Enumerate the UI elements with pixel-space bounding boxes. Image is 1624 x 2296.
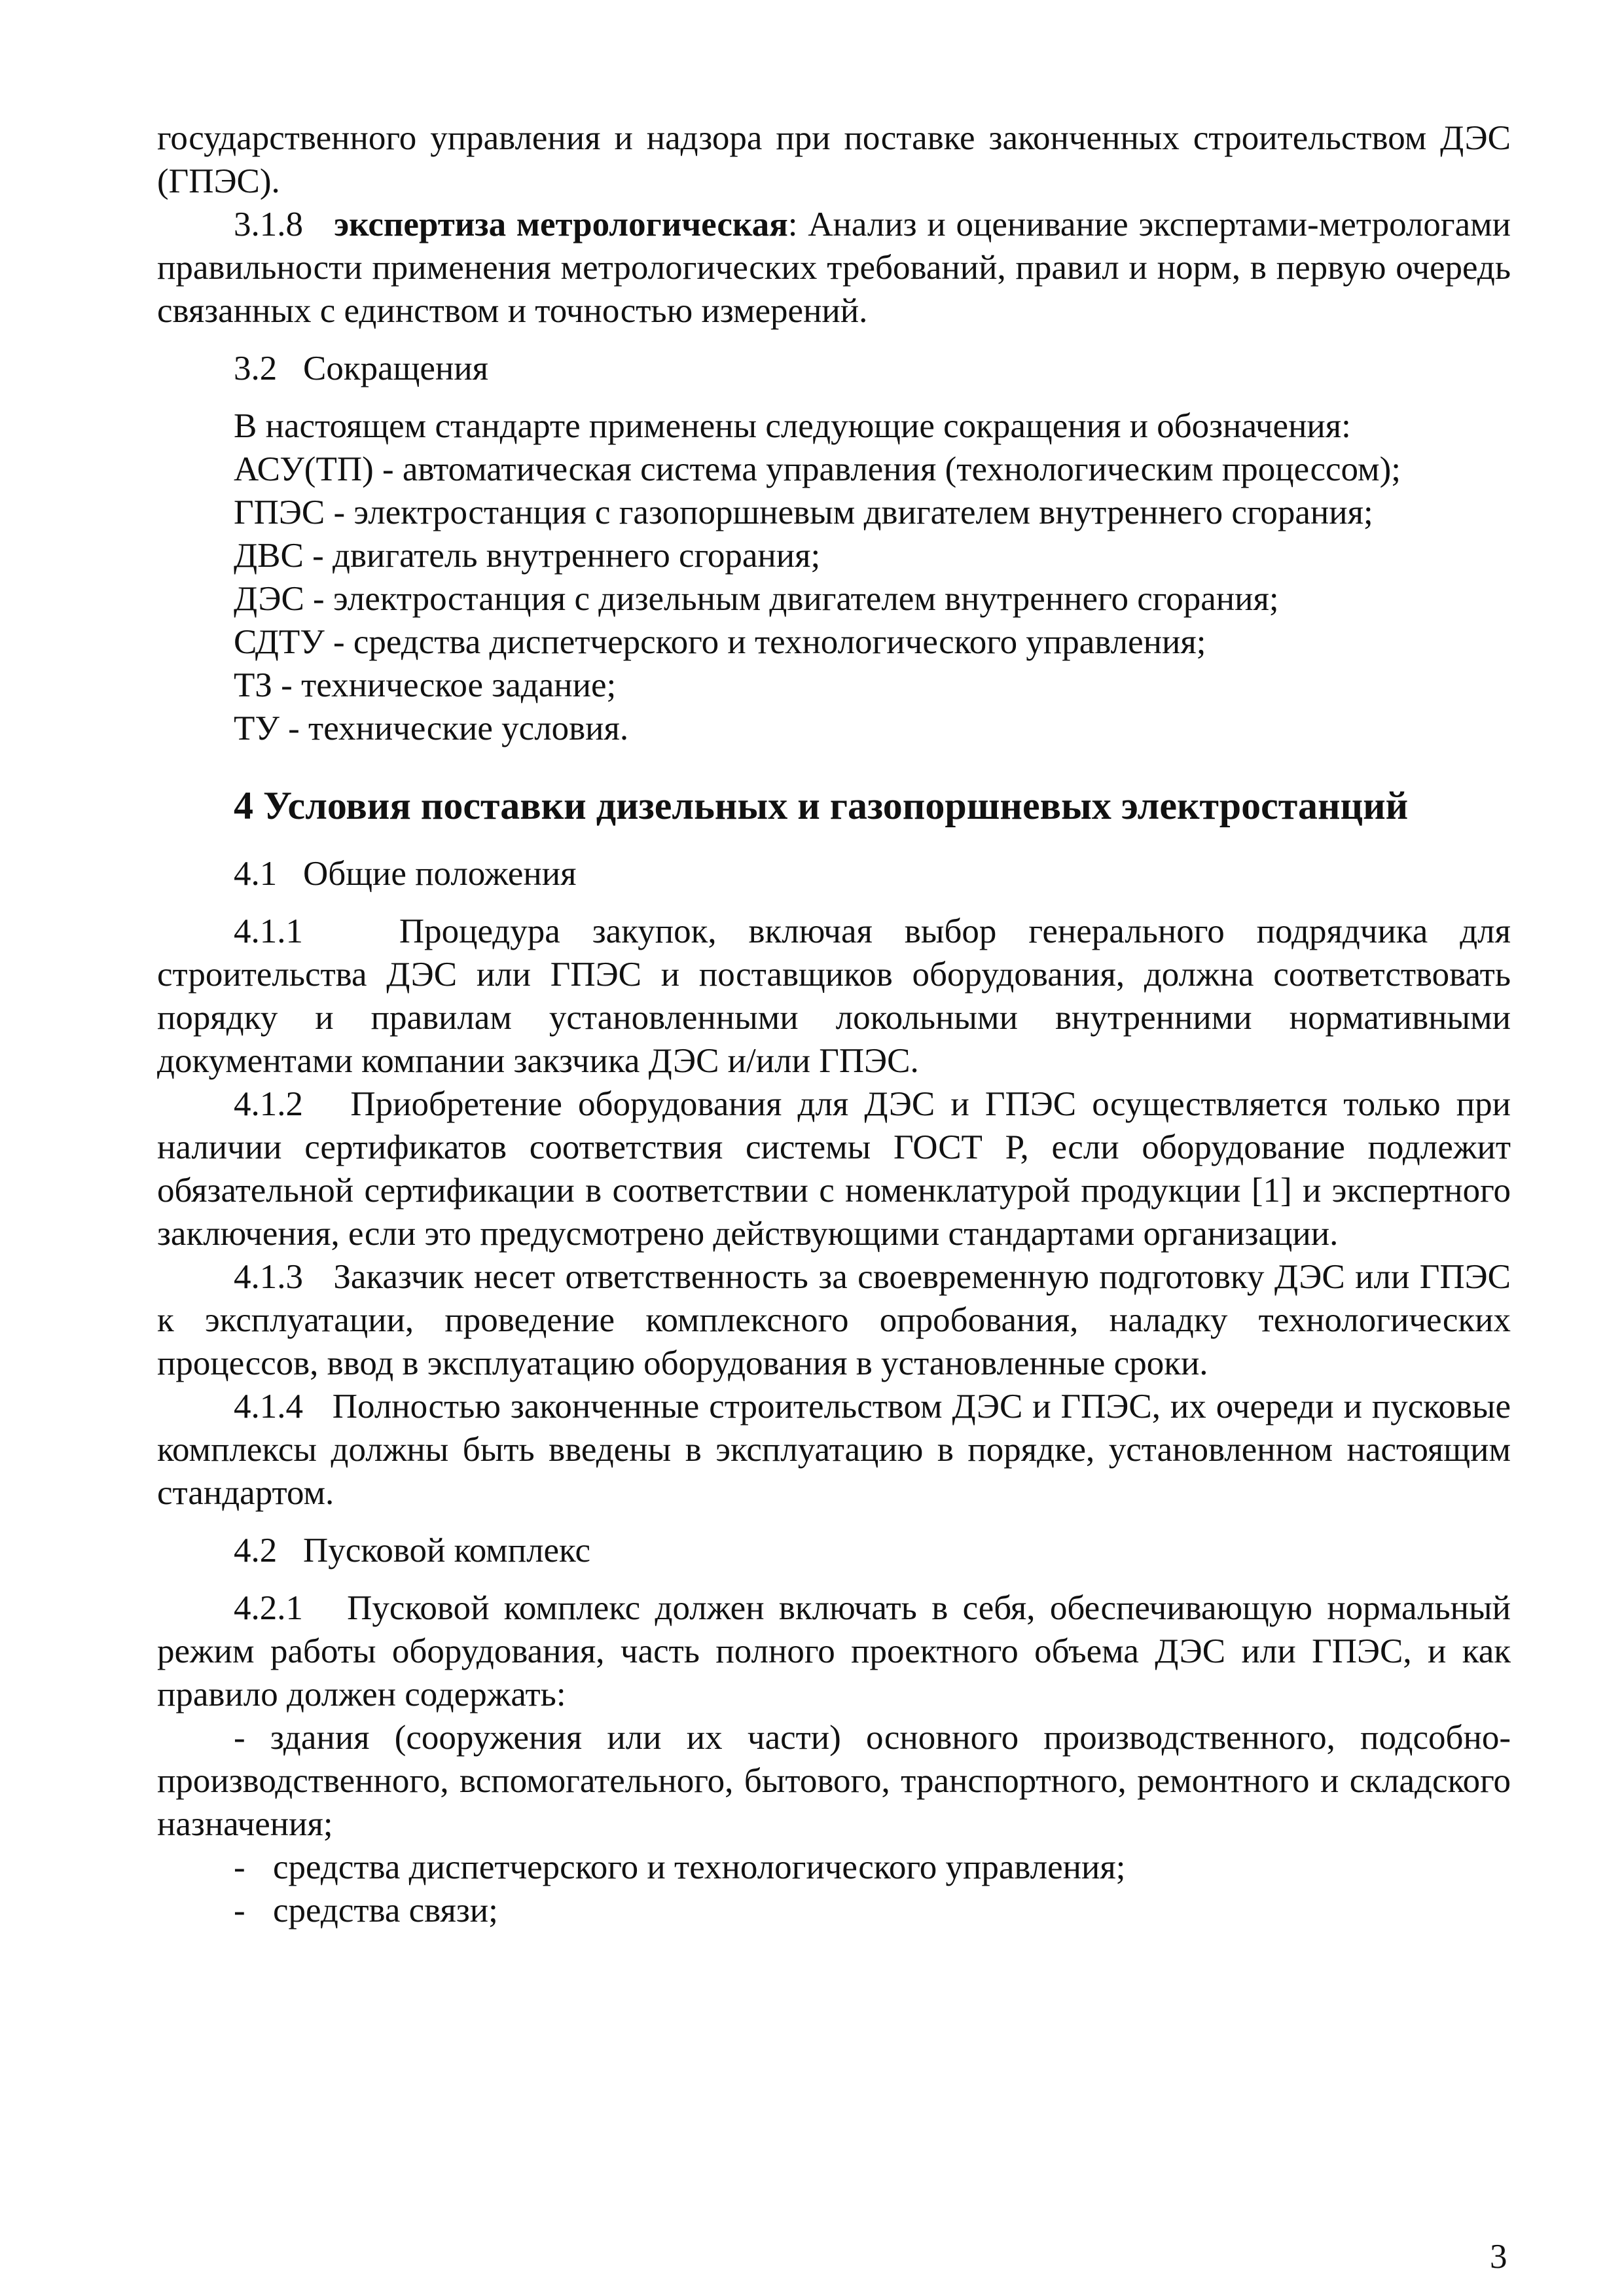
- section-3-2-heading: [157, 347, 1511, 390]
- abbreviations-intro: В настоящем стандарте применены следующие сокращения и обозначения:: [234, 407, 1351, 445]
- abbreviation-item: ГПЭС - электростанция с газопоршневым двигателем внутреннего сгорания;: [234, 493, 1373, 531]
- document-page: [157, 117, 1511, 1932]
- clause-4-1-3: [157, 1255, 1511, 1385]
- abbreviation-item: СДТУ - средства диспетчерского и технологического управления;: [234, 623, 1206, 661]
- term-bold: экспертиза метрологическая: [334, 206, 788, 243]
- clause-text: Полностью законченные строительством ДЭС и ГПЭС, их очереди и пусковые комплексы должны быть введены в эксплуатацию в порядке, установленном настоящим стандартом.: [157, 1388, 1511, 1512]
- clause-number: 3.1.8: [234, 206, 303, 243]
- clause-number: 4.1.1: [234, 912, 303, 950]
- section-title: Общие положения: [303, 855, 577, 893]
- abbreviation-item: ТУ - технические условия.: [234, 709, 629, 747]
- section-4-heading: 4 Условия поставки дизельных и газопоршневых электростанций: [234, 784, 1409, 827]
- list-dash: -: [234, 1892, 245, 1929]
- clause-text: Процедура закупок, включая выбор генерального подрядчика для строительства ДЭС или ГПЭС и поставщиков оборудования, должна соответствовать порядку и правилам установленными локольными внутренними нормативными документами компании закзчика ДЭС и/или ГПЭС.: [157, 912, 1511, 1080]
- continuation-paragraph: государственного управления и надзора при поставке законченных строительством ДЭС (ГПЭС).: [157, 119, 1511, 200]
- list-item-communications: [157, 1889, 1511, 1932]
- clause-4-1-1: [157, 910, 1511, 1083]
- abbreviation-item: ТЗ - техническое задание;: [234, 666, 617, 704]
- section-4-1-heading: [157, 852, 1511, 895]
- list-item-text: средства диспетчерского и технологического управления;: [273, 1848, 1126, 1886]
- section-number: 4.2: [234, 1532, 278, 1570]
- clause-number: 4.1.3: [234, 1258, 303, 1296]
- clause-4-1-4: [157, 1385, 1511, 1515]
- list-item-text: средства связи;: [273, 1892, 498, 1929]
- clause-number: 4.1.4: [234, 1388, 303, 1426]
- abbreviation-item: ДЭС - электростанция с дизельным двигателем внутреннего сгорания;: [234, 580, 1279, 618]
- clause-3-1-8: [157, 203, 1511, 332]
- list-item-dispatch-control: [157, 1846, 1511, 1889]
- clause-number: 4.1.2: [234, 1085, 303, 1123]
- section-number: 4.1: [234, 855, 278, 893]
- clause-text: Приобретение оборудования для ДЭС и ГПЭС осуществляется только при наличии сертификатов соответствия системы ГОСТ Р, если оборудование подлежит обязательной сертификации в соответствии с номенклатурой продукции [1] и экспертного заключения, если это предусмотрено действующими стандартами организации.: [157, 1085, 1511, 1253]
- section-title: Сокращения: [303, 350, 489, 387]
- page-number: 3: [1490, 2238, 1507, 2276]
- definition-text: Анализ и оценивание экспертами-метрологами правильности применения метрологических требований, правил и норм, в первую очередь связанных с единством и точностью измерений.: [157, 206, 1511, 330]
- list-dash: -: [234, 1848, 245, 1886]
- clause-4-2-1: [157, 1587, 1511, 1716]
- list-item-buildings: - здания (сооружения или их части) основного производственного, подсобно-производственного, вспомогательного, бытового, транспортного, ремонтного и складского назначения;: [157, 1719, 1511, 1843]
- clause-text: Заказчик несет ответственность за своевременную подготовку ДЭС или ГПЭС к эксплуатации, проведение комплексного опробования, наладку технологических процессов, ввод в эксплуатацию оборудования в установленные сроки.: [157, 1258, 1511, 1382]
- section-title: Пусковой комплекс: [303, 1532, 591, 1570]
- section-number: 3.2: [234, 350, 278, 387]
- abbreviation-item: АСУ(ТП) - автоматическая система управления (технологическим процессом);: [234, 450, 1401, 488]
- clause-text: Пусковой комплекс должен включать в себя, обеспечивающую нормальный режим работы оборудования, часть полного проектного объема ДЭС или ГПЭС, и как правило должен содержать:: [157, 1589, 1511, 1713]
- term-colon: :: [787, 206, 798, 243]
- clause-number: 4.2.1: [234, 1589, 303, 1627]
- clause-4-1-2: [157, 1083, 1511, 1255]
- abbreviation-item: ДВС - двигатель внутреннего сгорания;: [234, 537, 821, 575]
- section-4-2-heading: [157, 1529, 1511, 1572]
